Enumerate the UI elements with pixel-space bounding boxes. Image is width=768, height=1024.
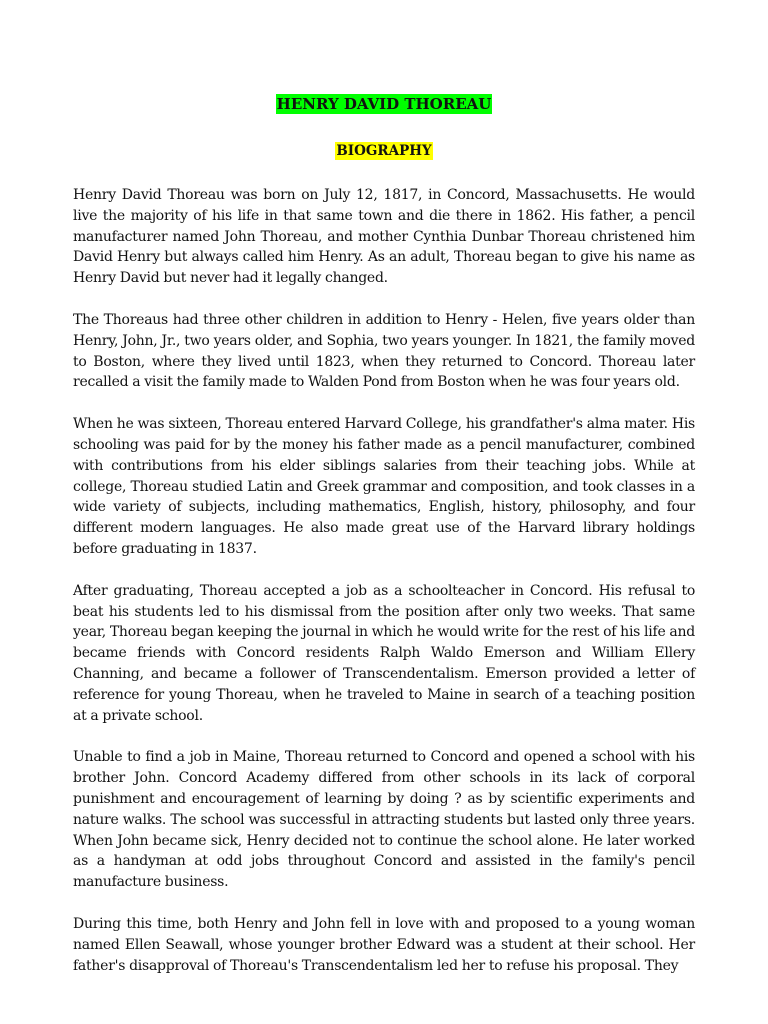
paragraph-1: Henry David Thoreau was born on July 12, 1817, in Concord, Massachusetts. He would live the majority of his life in that same town and die there in 1862. His father, a pencil manufacturer named John Thoreau, and mother Cynthia Dunbar Thoreau christened him David Henry but always called him Henry. As an adult, Thoreau began to give his name as Henry David but never had it legally changed.	[73, 187, 695, 287]
subtitle-highlight: BIOGRAPHY	[336, 143, 432, 159]
paragraph-6: During this time, both Henry and John fell in love with and proposed to a young woman named Ellen Seawall, whose younger brother Edward was a student at their school. Her father's disapproval of Thoreau's Transcendentalism led her to refuse his proposal. They	[73, 915, 695, 974]
title-highlight: HENRY DAVID THOREAU	[276, 95, 492, 113]
section-heading	[0, 141, 768, 161]
paragraph-5: Unable to find a job in Maine, Thoreau returned to Concord and opened a school with his brother John. Concord Academy differed from other schools in its lack of corporal punishment and encouragement of learning by doing ? as by scientific experiments and nature walks. The school was successful in attracting students but lasted only three years. When John became sick, Henry decided not to continue the school alone. He later worked as a handyman at odd jobs throughout Concord and assisted in the family's pencil manufacture business.	[73, 749, 695, 891]
paragraph-4: After graduating, Thoreau accepted a job as a schoolteacher in Concord. His refusal to beat his students led to his dismissal from the position after only two weeks. That same year, Thoreau began keeping the journal in which he would write for the rest of his life and became friends with Concord residents Ralph Waldo Emerson and William Ellery Channing, and became a follower of Transcendentalism. Emerson provided a letter of reference for young Thoreau, when he traveled to Maine in search of a teaching position at a private school.	[73, 582, 695, 724]
paragraph-3: When he was sixteen, Thoreau entered Harvard College, his grandfather's alma mater. His schooling was paid for by the money his father made as a pencil manufacturer, combined with contributions from his elder siblings salaries from their teaching jobs. While at college, Thoreau studied Latin and Greek grammar and composition, and took classes in a wide variety of subjects, including mathematics, English, history, philosophy, and four different modern languages. He also made great use of the Harvard library holdings before graduating in 1837.	[73, 416, 695, 557]
body-text	[73, 185, 695, 997]
paragraph-2: The Thoreaus had three other children in addition to Henry - Helen, five years older than Henry, John, Jr., two years older, and Sophia, two years younger. In 1821, the family moved to Boston, where they lived until 1823, when they returned to Concord. Thoreau later recalled a visit the family made to Walden Pond from Boston when he was four years old.	[73, 311, 695, 391]
page-title	[0, 93, 768, 115]
